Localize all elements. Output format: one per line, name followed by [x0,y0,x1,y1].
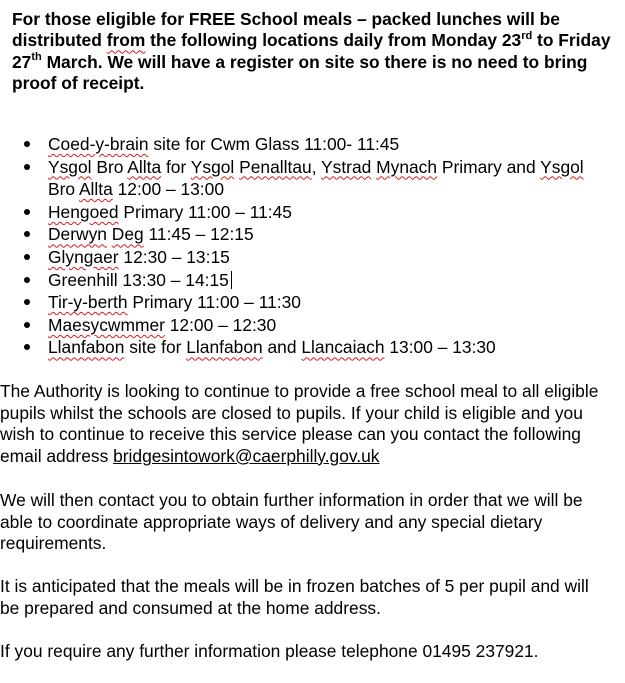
location-text: 12:00 – 13:00 [112,179,224,200]
location-text-misspelled: Llanfabon [186,337,263,358]
heading-superscript-th: th [31,50,42,63]
location-text: Greenhill 13:30 – 14:15 [48,269,229,290]
location-text-misspelled: Tir-y-berth [48,292,128,313]
location-text-misspelled: Ysgol [540,156,584,177]
telephone-paragraph: If you require any further information please telephone 01495 237921. [0,641,539,661]
heading-text-3: to Friday 27 [12,30,611,72]
location-text: , [311,156,322,177]
location-item [24,246,604,269]
location-text-misspelled: Penalltau [239,156,312,177]
location-text-misspelled: Derwyn [48,224,107,245]
location-text-misspelled: Hengoed [48,201,119,222]
frozen-meals-paragraph: It is anticipated that the meals will be in frozen batches of 5 per pupil and will be prepared and consumed at the home address. [0,576,589,618]
location-text: Primary and [437,156,541,177]
location-item [24,223,604,246]
location-text: 12:00 – 12:30 [164,314,277,335]
location-text: 11:45 – 12:15 [143,224,254,245]
location-text-misspelled: Ysgol [48,156,92,177]
heading-text-2: the following locations daily from Monday 23 [145,30,522,51]
location-text: 12:30 – 13:15 [118,246,230,267]
authority-text: The Authority is looking to continue to provide a free school meal to all eligible pupils whilst the schools are closed to pupils. If your child is eligible and you wish to continue to receive this service please can you contact the following email address [0,381,599,466]
bullet-icon [24,277,30,283]
locations-list [24,133,604,359]
location-text: site for Cwm Glass 11:00- 11:45 [148,134,400,154]
location-text: Primary 11:00 – 11:30 [127,292,301,313]
bullet-icon [24,254,30,260]
location-text: site for [124,337,187,358]
contact-paragraph: We will then contact you to obtain further information in order that we will be able to coordinate appropriate ways of delivery and any special dietary requirements. [0,490,583,554]
location-item [24,269,604,292]
location-text-misspelled: Llanfabon [48,337,125,358]
location-text-misspelled: Mynach [376,156,438,177]
location-text-misspelled: Deg [111,224,144,245]
bullet-icon [24,299,30,305]
text-cursor [231,271,232,289]
location-item [24,201,604,224]
location-text: for [161,156,191,177]
location-text: 13:00 – 13:30 [384,337,496,358]
location-text-misspelled: Maesycwmmer [48,314,165,335]
bullet-icon [24,209,30,215]
location-text: and [262,337,302,358]
location-text-misspelled: Ysgol [190,156,235,177]
heading-from-word: from [106,30,146,51]
email-address-link[interactable]: bridgesintowork@caerphilly.gov.uk [113,445,380,466]
authority-paragraph [0,381,605,467]
bullet-icon [24,231,30,237]
bullet-icon [24,344,30,350]
location-text-misspelled: Allta [78,179,113,200]
location-text: Bro [91,156,128,177]
location-item [24,291,604,314]
bullet-icon [24,141,30,147]
location-item [24,156,604,201]
notice-heading [12,9,617,94]
location-text-misspelled: Ystrad [321,156,372,177]
location-text: Primary 11:00 – 11:45 [118,201,292,222]
heading-text-1: For those eligible for FREE School meals – packed lunches will be distributed [12,9,560,51]
heading-superscript-rd: rd [521,29,533,42]
location-text-misspelled: Llancaiach [301,337,385,358]
location-item [24,133,604,156]
heading-text-4: March. We will have a register on site so there is no need to bring proof of receipt. [12,51,588,93]
location-text-misspelled: Coed-y-brain [48,134,149,154]
location-text-misspelled: Glyngaer [48,246,119,267]
document-page [12,9,617,94]
location-item [24,336,604,359]
location-text: Bro [48,179,79,200]
bullet-icon [24,164,30,170]
location-item [24,314,604,337]
location-text-misspelled: Allta [127,156,162,177]
bullet-icon [24,322,30,328]
